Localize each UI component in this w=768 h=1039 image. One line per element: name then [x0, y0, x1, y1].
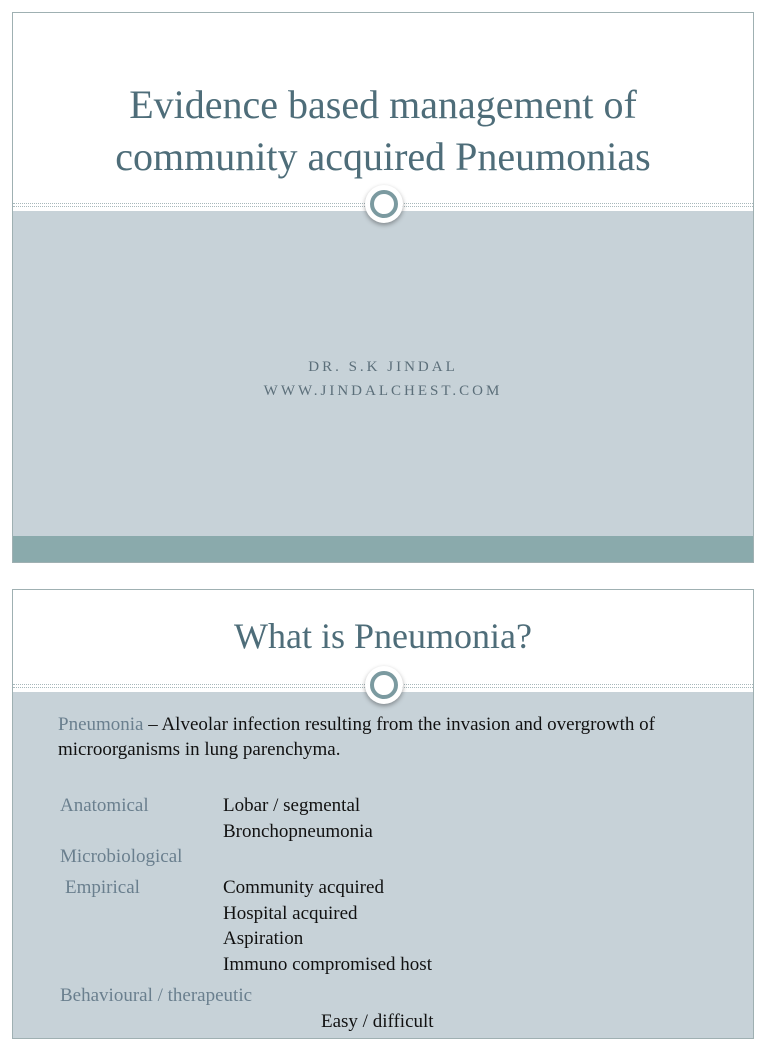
title-line-1: Evidence based management of	[129, 82, 637, 127]
value-item: Hospital acquired	[223, 902, 358, 924]
behavioural-values	[321, 1009, 434, 1035]
slide-title	[13, 79, 753, 183]
value-item: Aspiration	[223, 928, 304, 950]
slide-2	[12, 589, 754, 1039]
definition-term: Pneumonia	[58, 714, 144, 735]
footer-band	[13, 536, 753, 562]
category-anatomical: Anatomical	[60, 795, 149, 816]
circle-ornament-icon	[365, 185, 403, 223]
category-empirical: Empirical	[65, 877, 140, 898]
definition-text: – Alveolar infection resulting from the invasion and overgrowth of microorganisms in lung parenchyma.	[58, 714, 655, 760]
value-item: Easy / difficult	[321, 1011, 434, 1032]
value-item: Immuno compromised host	[223, 953, 432, 975]
title-line-2: community acquired Pneumonias	[115, 134, 651, 179]
category-microbiological: Microbiological	[60, 846, 183, 867]
author-name: DR. S.K JINDAL	[308, 359, 458, 375]
value-item: Community acquired	[223, 877, 384, 898]
title-area	[13, 13, 753, 203]
value-item: Lobar / segmental	[223, 795, 361, 816]
website-url: WWW.JINDALCHEST.COM	[263, 383, 503, 399]
slide-title: What is Pneumonia?	[234, 616, 532, 656]
subtitle	[13, 355, 753, 403]
circle-ornament-icon	[365, 666, 403, 704]
anatomical-values	[223, 793, 373, 844]
slide-1	[12, 12, 754, 563]
empirical-values	[223, 875, 432, 977]
value-item: Bronchopneumonia	[223, 820, 373, 842]
pneumonia-definition	[58, 712, 725, 762]
category-behavioural: Behavioural / therapeutic	[60, 985, 253, 1006]
